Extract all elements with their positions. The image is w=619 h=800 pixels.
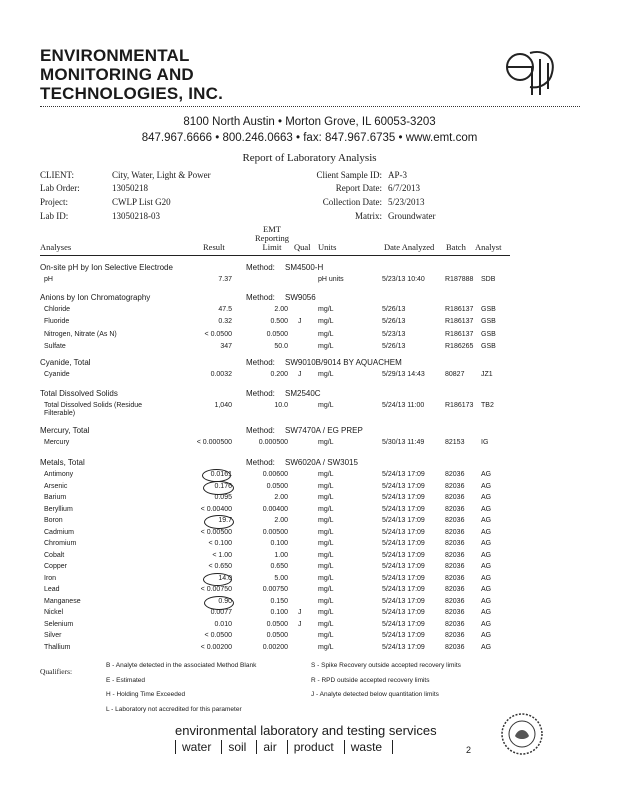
cell-date: 5/26/13	[382, 343, 406, 351]
cell-result: < 0.00750	[200, 586, 232, 593]
method-label: Method:	[246, 263, 275, 272]
cell-limit: 0.00200	[262, 643, 288, 651]
cell-limit: 0.0500	[266, 620, 288, 628]
cell-date: 5/24/13 17:09	[382, 505, 425, 513]
cell-date: 5/24/13 17:09	[382, 482, 425, 490]
cell-units: mg/L	[318, 330, 334, 338]
service-air: air	[256, 740, 286, 754]
footer-services	[175, 740, 393, 754]
lab-order-label: Lab Order:	[40, 183, 80, 193]
qualifier-r: R - RPD outside accepted recovery limits	[311, 677, 430, 684]
cell-limit: 2.00	[274, 517, 288, 524]
col-emt-limit	[249, 225, 295, 252]
cell-date: 5/24/13 17:09	[382, 597, 425, 605]
cell-batch: 82036	[445, 620, 465, 628]
col-batch: Batch	[446, 242, 466, 252]
accreditation-seal-icon	[500, 712, 544, 756]
cell-batch: 82036	[445, 494, 465, 501]
cell-batch: 82036	[445, 609, 465, 616]
method-value: SW9056	[285, 293, 316, 302]
cell-analyst: GSB	[481, 343, 496, 351]
cell-batch: 82036	[445, 632, 465, 639]
cell-units: mg/L	[318, 482, 334, 490]
company-contact: 847.967.6666 • 800.246.0663 • fax: 847.967.6735 • www.emt.com	[141, 132, 478, 144]
col-qual: Qual	[294, 242, 311, 252]
emt-logo-icon	[500, 45, 560, 100]
cell-analyte: Cyanide	[44, 371, 70, 378]
cell-result: 14.0	[218, 574, 232, 582]
cell-units: mg/L	[318, 505, 334, 513]
col-analyst: Analyst	[475, 242, 502, 252]
col-emt-line-1: EMT	[263, 224, 281, 234]
cell-date: 5/24/13 17:09	[382, 471, 425, 478]
cell-date: 5/24/13 17:09	[382, 620, 425, 628]
cell-analyte: Copper	[44, 563, 67, 570]
cell-limit: 0.0500	[266, 482, 288, 490]
section-title: Cyanide, Total	[40, 358, 91, 367]
method-value: SM2540C	[285, 389, 321, 398]
cell-batch: 82036	[445, 586, 465, 593]
cell-analyst: AG	[481, 528, 492, 536]
company-name-line-1: ENVIRONMENTAL	[40, 46, 190, 65]
qualifier-b: B - Analyte detected in the associated Method Blank	[106, 662, 257, 669]
cell-limit: 2.00	[274, 494, 288, 501]
cell-result: 347	[220, 343, 232, 351]
qualifier-j: J - Analyte detected below quantitation limits	[311, 691, 439, 698]
cell-date: 5/29/13 14:43	[382, 371, 425, 378]
cell-limit: 0.00750	[262, 586, 288, 593]
method-label: Method:	[246, 358, 275, 367]
matrix-label: Matrix:	[355, 211, 382, 221]
cell-analyte: Cadmium	[44, 528, 74, 536]
cell-date: 5/24/13 17:09	[382, 609, 425, 616]
section-title: Metals, Total	[40, 458, 85, 467]
section-title: Mercury, Total	[40, 426, 90, 435]
cell-units: mg/L	[318, 620, 334, 628]
company-name-line-2: MONITORING AND	[40, 65, 194, 84]
page-number: 2	[466, 745, 472, 755]
cell-result: 19.7	[218, 517, 232, 524]
cell-limit: 0.500	[270, 318, 288, 326]
cell-analyst: AG	[481, 517, 492, 524]
cell-units: mg/L	[318, 540, 334, 547]
cell-result: < 0.100	[208, 540, 232, 547]
project-value: CWLP List G20	[112, 197, 171, 207]
cell-limit: 0.200	[270, 371, 288, 378]
cell-analyte: Silver	[44, 632, 62, 639]
lab-order-value: 13050218	[112, 183, 148, 193]
cell-analyst: AG	[481, 494, 492, 501]
cell-date: 5/24/13 17:09	[382, 551, 425, 559]
cell-limit: 50.0	[274, 343, 288, 351]
cell-analyte: Cobalt	[44, 551, 65, 559]
cell-batch: R187888	[445, 276, 474, 283]
cell-analyte: Antimony	[44, 471, 74, 478]
cell-date: 5/23/13 10:40	[382, 276, 425, 283]
cell-units: pH units	[318, 276, 344, 283]
cell-units: mg/L	[318, 597, 334, 605]
section-title: Total Dissolved Solids	[40, 389, 118, 398]
cell-result: 0.90	[218, 597, 232, 605]
cell-result: 0.095	[214, 494, 232, 501]
cell-qual: J	[298, 609, 302, 616]
cell-units: mg/L	[318, 574, 334, 582]
client-label: CLIENT:	[40, 170, 75, 180]
cell-result: 7.37	[218, 276, 232, 283]
cell-analyte: Boron	[44, 517, 63, 524]
cell-analyst: GSB	[481, 318, 496, 326]
cell-analyst: AG	[481, 574, 492, 582]
method-value: SW6020A / SW3015	[285, 458, 358, 467]
cell-result: 0.010	[214, 620, 232, 628]
section-title: On-site pH by Ion Selective Electrode	[40, 263, 173, 272]
cell-batch: 82036	[445, 471, 465, 478]
cell-analyst: JZ1	[481, 371, 493, 378]
lab-id-label: Lab ID:	[40, 211, 69, 221]
cell-units: mg/L	[318, 632, 334, 639]
cell-result: 1,040	[214, 402, 232, 409]
cell-analyst: TB2	[481, 402, 494, 409]
cell-limit: 5.00	[274, 574, 288, 582]
cell-qual: J	[298, 371, 302, 378]
cell-analyst: SDB	[481, 276, 496, 283]
cell-batch: R186173	[445, 402, 474, 409]
cell-limit: 0.0500	[266, 632, 288, 639]
cell-analyst: GSB	[481, 306, 496, 313]
cell-date: 5/24/13 17:09	[382, 517, 425, 524]
cell-analyte: Manganese	[44, 597, 81, 605]
cell-analyst: AG	[481, 609, 492, 616]
cell-analyst: AG	[481, 643, 492, 651]
cell-units: mg/L	[318, 306, 334, 313]
cell-units: mg/L	[318, 371, 334, 378]
client-value: City, Water, Light & Power	[112, 170, 211, 180]
cell-qual: J	[298, 620, 302, 628]
cell-result: < 0.0500	[204, 632, 232, 639]
cell-limit: 10.0	[274, 402, 288, 409]
cell-units: mg/L	[318, 609, 334, 616]
cell-date: 5/24/13 17:09	[382, 528, 425, 536]
cell-limit: 0.100	[270, 540, 288, 547]
cell-analyte: Iron	[44, 574, 57, 582]
cell-date: 5/26/13	[382, 306, 406, 313]
cell-units: mg/L	[318, 517, 334, 524]
lab-id-value: 13050218-03	[112, 211, 160, 221]
header-divider	[40, 106, 580, 107]
method-label: Method:	[246, 293, 275, 302]
cell-result: 0.0161	[210, 471, 232, 478]
cell-date: 5/24/13 17:09	[382, 574, 425, 582]
cell-result: < 0.00400	[200, 505, 232, 513]
cell-analyte: Chloride	[44, 306, 71, 313]
cell-analyst: AG	[481, 597, 492, 605]
cell-result: 0.0032	[210, 371, 232, 378]
cell-result: 0.32	[218, 318, 232, 326]
cell-analyte: Barium	[44, 494, 67, 501]
cell-analyst: AG	[481, 620, 492, 628]
cell-result: < 0.650	[208, 563, 232, 570]
cell-date: 5/30/13 11:49	[382, 439, 425, 446]
cell-batch: 82153	[445, 439, 465, 446]
cell-analyte: pH	[44, 276, 53, 283]
cell-batch: 82036	[445, 528, 465, 536]
cell-result: < 0.00500	[200, 528, 232, 536]
collection-date-label: Collection Date:	[322, 197, 382, 207]
service-waste: waste	[344, 740, 393, 754]
handwritten-circle-mark	[204, 515, 234, 529]
cell-date: 5/24/13 17:09	[382, 643, 425, 651]
qualifier-h: H - Holding Time Exceeded	[106, 691, 186, 698]
report-date-value: 6/7/2013	[388, 183, 421, 193]
cell-date: 5/24/13 17:09	[382, 563, 425, 570]
cell-analyte: Mercury	[44, 439, 70, 446]
cell-date: 5/24/13 17:09	[382, 494, 425, 501]
cell-units: mg/L	[318, 586, 334, 593]
cell-units: mg/L	[318, 471, 334, 478]
cell-date: 5/23/13	[382, 330, 406, 338]
cell-analyte: Nitrogen, Nitrate (As N)	[44, 330, 117, 338]
cell-batch: 80827	[445, 371, 465, 378]
cell-analyte: Nickel	[44, 609, 64, 616]
service-product: product	[287, 740, 344, 754]
cell-date: 5/24/13 11:00	[382, 402, 425, 409]
qualifiers-label: Qualifiers:	[40, 667, 73, 676]
cell-result: 47.5	[218, 306, 232, 313]
cell-batch: R186265	[445, 343, 474, 351]
sample-id-value: AP-3	[388, 170, 408, 180]
cell-batch: 82036	[445, 551, 465, 559]
company-address: 8100 North Austin • Morton Grove, IL 60053-3203	[183, 116, 436, 128]
qualifier-e: E - Estimated	[106, 677, 146, 684]
project-label: Project:	[40, 197, 68, 207]
cell-analyst: AG	[481, 482, 492, 490]
cell-limit: 0.0500	[266, 330, 288, 338]
col-units: Units	[318, 242, 337, 252]
cell-analyte: Fluoride	[44, 318, 70, 326]
cell-analyst: IG	[481, 439, 489, 446]
cell-batch: 82036	[445, 574, 465, 582]
cell-result: < 0.0500	[204, 330, 232, 338]
cell-qual: J	[298, 318, 302, 326]
cell-limit: 0.650	[270, 563, 288, 570]
cell-analyst: AG	[481, 471, 492, 478]
cell-date: 5/24/13 17:09	[382, 540, 425, 547]
method-label: Method:	[246, 458, 275, 467]
cell-batch: 82036	[445, 540, 465, 547]
cell-limit: 0.000500	[258, 439, 288, 446]
cell-analyte: Chromium	[44, 540, 77, 547]
cell-analyte: Arsenic	[44, 482, 68, 490]
cell-limit: 2.00	[274, 306, 288, 313]
column-header-rule	[40, 255, 510, 256]
cell-result: < 0.00200	[200, 643, 232, 651]
cell-date: 5/26/13	[382, 318, 406, 326]
section-title: Anions by Ion Chromatography	[40, 293, 151, 302]
cell-batch: 82036	[445, 505, 465, 513]
cell-limit: 0.00600	[262, 471, 288, 478]
handwritten-circle-mark	[203, 481, 234, 495]
handwritten-circle-mark	[203, 573, 232, 586]
method-label: Method:	[246, 426, 275, 435]
cell-analyte: Selenium	[44, 620, 74, 628]
cell-analyst: AG	[481, 505, 492, 513]
cell-units: mg/L	[318, 318, 334, 326]
cell-date: 5/24/13 17:09	[382, 586, 425, 593]
cell-batch: R186137	[445, 330, 474, 338]
cell-batch: R186137	[445, 318, 474, 326]
footer-tagline: environmental laboratory and testing services	[175, 723, 437, 738]
report-date-label: Report Date:	[335, 183, 382, 193]
method-value: SW7470A / EG PREP	[285, 426, 363, 435]
cell-batch: 82036	[445, 563, 465, 570]
method-value: SW9010B/9014 BY AQUACHEM	[285, 358, 402, 367]
cell-analyte: Lead	[44, 586, 60, 593]
col-emt-line-2: Reporting	[255, 233, 289, 243]
collection-date-value: 5/23/2013	[388, 197, 425, 207]
sample-id-label: Client Sample ID:	[316, 170, 382, 180]
cell-limit: 0.100	[270, 609, 288, 616]
col-result: Result	[203, 242, 225, 252]
cell-units: mg/L	[318, 563, 334, 570]
cell-result: < 0.000500	[196, 439, 232, 446]
method-label: Method:	[246, 389, 275, 398]
cell-limit: 1.00	[274, 551, 288, 559]
col-date-analyzed: Date Analyzed	[384, 242, 435, 252]
cell-limit: 0.00500	[262, 528, 288, 536]
cell-batch: 82036	[445, 517, 465, 524]
cell-limit: 0.00400	[262, 505, 288, 513]
service-water: water	[175, 740, 221, 754]
handwritten-circle-mark	[204, 596, 234, 610]
cell-analyst: AG	[481, 632, 492, 639]
cell-analyte: Sulfate	[44, 343, 66, 351]
cell-result: 0.0077	[210, 609, 232, 616]
company-name	[40, 46, 223, 103]
cell-analyte: Total Dissolved Solids (Residue Filterable)	[44, 402, 143, 417]
cell-analyst: AG	[481, 586, 492, 593]
method-value: SM4500-H	[285, 263, 324, 272]
cell-batch: 82036	[445, 643, 465, 651]
qualifier-l: L - Laboratory not accredited for this parameter	[106, 706, 242, 713]
cell-analyte: Thallium	[44, 643, 71, 651]
cell-batch: 82036	[445, 482, 465, 490]
cell-result: < 1.00	[212, 551, 232, 559]
cell-units: mg/L	[318, 402, 334, 409]
cell-batch: 82036	[445, 597, 465, 605]
matrix-value: Groundwater	[388, 211, 436, 221]
cell-analyst: GSB	[481, 330, 496, 338]
cell-units: mg/L	[318, 528, 334, 536]
qualifier-s: S - Spike Recovery outside accepted recovery limits	[311, 662, 461, 669]
cell-units: mg/L	[318, 551, 334, 559]
cell-date: 5/24/13 17:09	[382, 632, 425, 639]
report-title: Report of Laboratory Analysis	[242, 152, 377, 164]
cell-units: mg/L	[318, 439, 334, 446]
cell-analyst: AG	[481, 551, 492, 559]
cell-analyst: AG	[481, 563, 492, 570]
cell-units: mg/L	[318, 643, 334, 651]
service-soil: soil	[221, 740, 256, 754]
cell-batch: R186137	[445, 306, 474, 313]
col-emt-line-3: Limit	[262, 242, 282, 252]
cell-limit: 0.150	[270, 597, 288, 605]
cell-result: 0.176	[214, 482, 232, 490]
col-analyses: Analyses	[40, 242, 72, 252]
cell-analyst: AG	[481, 540, 492, 547]
cell-units: mg/L	[318, 343, 334, 351]
cell-units: mg/L	[318, 494, 334, 501]
company-name-line-3: TECHNOLOGIES, INC.	[40, 84, 224, 103]
cell-analyte: Beryllium	[44, 505, 73, 513]
